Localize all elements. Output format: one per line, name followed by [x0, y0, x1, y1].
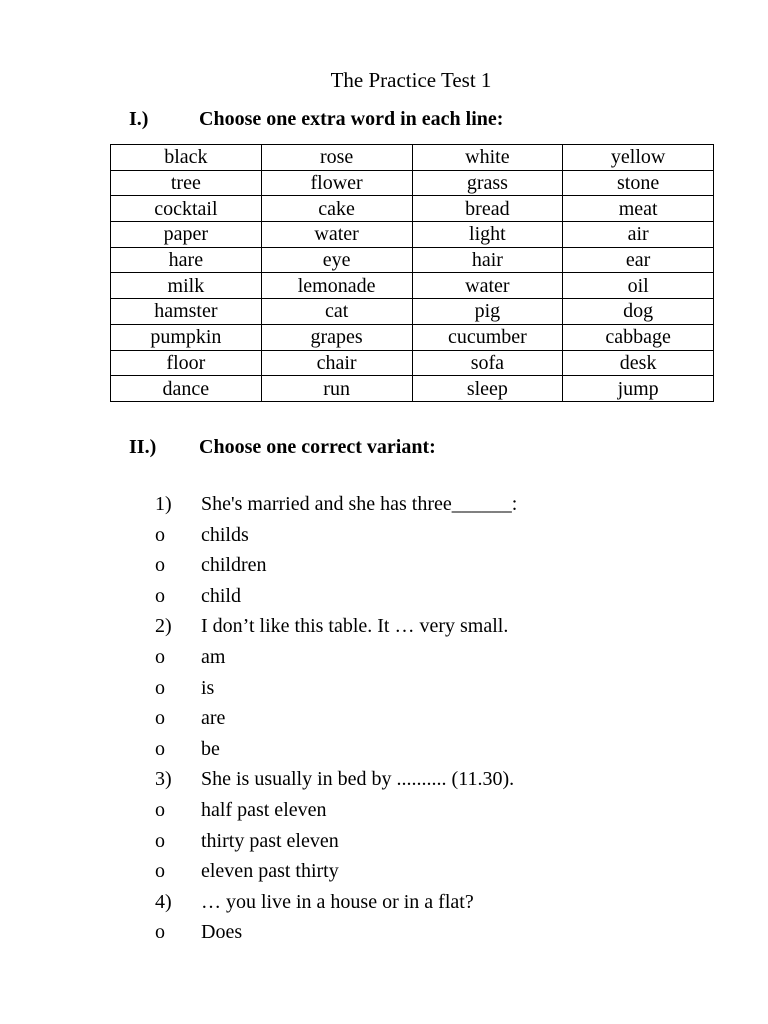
question-text: She's married and she has three______: — [201, 493, 518, 515]
table-cell: oil — [563, 273, 714, 299]
table-cell: air — [563, 222, 714, 248]
table-cell: pig — [412, 299, 563, 325]
table-cell: cat — [261, 299, 412, 325]
table-cell: lemonade — [261, 273, 412, 299]
option-text: Does — [201, 921, 243, 944]
table-cell: paper — [111, 222, 262, 248]
table-row — [111, 247, 714, 273]
table-row — [111, 324, 714, 350]
table-row — [111, 145, 714, 171]
table-cell: cake — [261, 196, 412, 222]
table-cell: black — [111, 145, 262, 171]
table-cell: yellow — [563, 145, 714, 171]
option-text: is — [201, 676, 215, 699]
page-title: The Practice Test 1 — [330, 68, 492, 92]
section-2-number: II.) — [129, 436, 157, 458]
table-row — [111, 350, 714, 376]
table-cell: cucumber — [412, 324, 563, 350]
table-cell: dance — [111, 376, 262, 402]
table-cell: sleep — [412, 376, 563, 402]
table-cell: hamster — [111, 299, 262, 325]
table-cell: milk — [111, 273, 262, 299]
option-text: half past eleven — [201, 799, 327, 821]
table-cell: pumpkin — [111, 324, 262, 350]
table-cell: ear — [563, 247, 714, 273]
option-text: children — [201, 554, 267, 577]
option-bullet: o — [155, 860, 165, 883]
table-cell: run — [261, 376, 412, 402]
table-cell: cabbage — [563, 324, 714, 350]
table-cell: floor — [111, 350, 262, 376]
option-bullet: o — [155, 707, 165, 730]
section-2-instruction: Choose one correct variant: — [199, 436, 436, 458]
table-row — [111, 376, 714, 402]
word-table — [110, 144, 714, 402]
question-text: … you live in a house or in a flat? — [201, 890, 474, 913]
table-row — [111, 222, 714, 248]
table-cell: jump — [563, 376, 714, 402]
table-cell: tree — [111, 170, 262, 196]
question-number: 4) — [155, 890, 172, 913]
option-text: eleven past thirty — [201, 860, 339, 883]
option-bullet: o — [155, 921, 165, 944]
table-cell: white — [412, 145, 563, 171]
table-row — [111, 299, 714, 325]
table-cell: grapes — [261, 324, 412, 350]
section-1-heading — [129, 108, 503, 131]
table-cell: rose — [261, 145, 412, 171]
table-cell: meat — [563, 196, 714, 222]
table-cell: sofa — [412, 350, 563, 376]
option-text: are — [201, 707, 226, 730]
option-bullet: o — [155, 523, 165, 546]
option-text: child — [201, 584, 241, 607]
table-cell: flower — [261, 170, 412, 196]
option-text: childs — [201, 523, 249, 546]
question-number: 3) — [155, 768, 172, 791]
table-cell: stone — [563, 170, 714, 196]
option-bullet: o — [155, 676, 165, 699]
table-cell: desk — [563, 350, 714, 376]
option-bullet: o — [155, 829, 165, 852]
section-1-instruction: Choose one extra word in each line: — [199, 108, 504, 130]
option-bullet: o — [155, 646, 165, 668]
table-row — [111, 196, 714, 222]
option-text: thirty past eleven — [201, 829, 339, 852]
question-number: 1) — [155, 493, 172, 515]
table-cell: water — [261, 222, 412, 248]
section-1-number: I.) — [129, 108, 149, 130]
option-bullet: o — [155, 554, 165, 577]
option-bullet: o — [155, 799, 165, 821]
option-text: am — [201, 646, 226, 668]
question-text: She is usually in bed by .......... (11.30). — [201, 768, 515, 791]
table-cell: eye — [261, 247, 412, 273]
table-cell: cocktail — [111, 196, 262, 222]
table-cell: light — [412, 222, 563, 248]
option-bullet: o — [155, 737, 165, 760]
section-2-heading — [129, 436, 436, 459]
table-row — [111, 170, 714, 196]
table-row — [111, 273, 714, 299]
table-cell: hare — [111, 247, 262, 273]
table-cell: hair — [412, 247, 563, 273]
question-text: I don’t like this table. It … very small. — [201, 615, 509, 638]
table-cell: grass — [412, 170, 563, 196]
table-cell: dog — [563, 299, 714, 325]
table-cell: water — [412, 273, 563, 299]
option-text: be — [201, 737, 220, 760]
option-bullet: o — [155, 584, 165, 607]
question-number: 2) — [155, 615, 172, 638]
table-cell: chair — [261, 350, 412, 376]
table-cell: bread — [412, 196, 563, 222]
